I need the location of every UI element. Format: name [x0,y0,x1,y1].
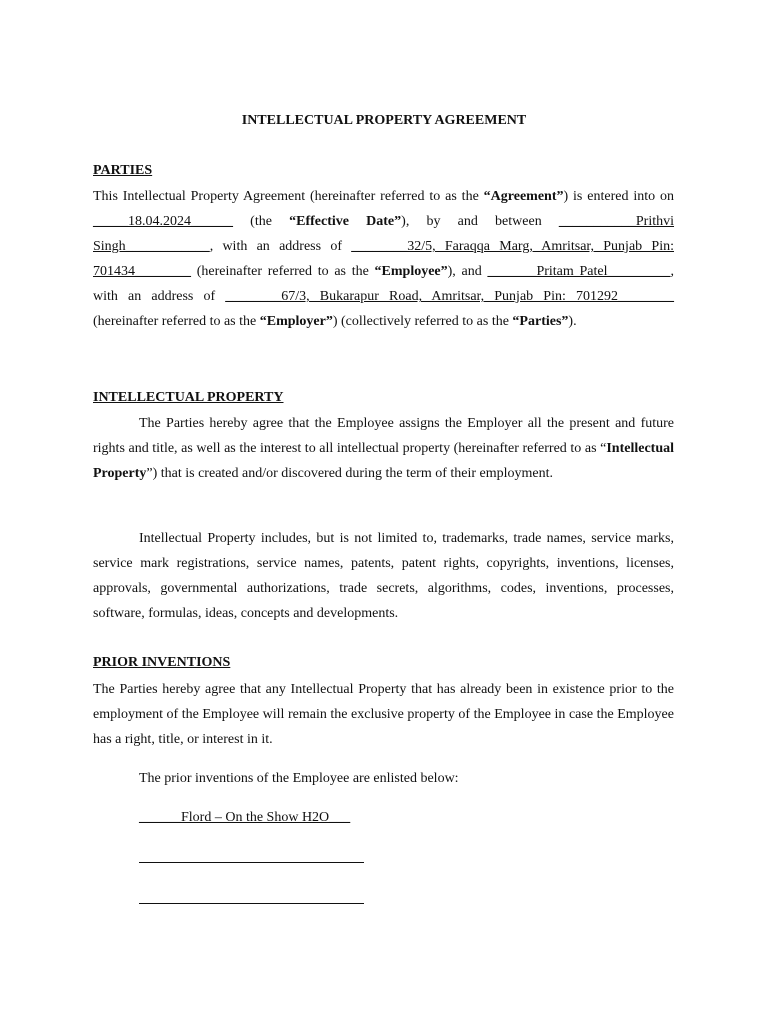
effective-date-value: _____18.04.2024______ [93,214,233,230]
section-heading-parties: PARTIES [93,163,153,178]
parties-text: , with an address of [209,239,352,255]
employer-name-value: _______Pritam Patel_________ [487,264,671,280]
employee-address-value: ________32/5, Faraqqa Marg, Amritsar, Punjab Pin: 701434________ [93,239,674,280]
term-parties: “Parties” [512,314,569,330]
prior-inventions-intro: The prior inventions of the Employee are enlisted below: [139,771,459,786]
parties-text: ), and [447,264,488,280]
prior-invention-blank-line-3 [139,903,364,904]
parties-text: (the [233,214,290,230]
ip-text: ”) that is created and/or discovered during the term of their employment. [146,466,554,482]
prior-invention-blank-line-2 [139,862,364,863]
ip-text: The Parties hereby agree that the Employee assigns the Employer all the present and future rights and title, as well as the interest to all intellectual property (hereinafter referred to as “ [93,416,674,457]
parties-text: ) (collectively referred to as the [332,314,513,330]
parties-text: , with an address of [93,264,674,305]
prior-inventions-paragraph: The Parties hereby agree that any Intellectual Property that has already been in existence prior to the employment of the Employee will remain the exclusive property of the Employee in case the Employee has a right, title, or interest in it. [93,682,674,748]
section-heading-intellectual-property: INTELLECTUAL PROPERTY [93,390,284,405]
parties-text: (hereinafter referred to as the [191,264,375,280]
parties-text: This Intellectual Property Agreement (hereinafter referred to as the [93,189,484,204]
term-employee: “Employee” [374,264,448,280]
employee-name-value: ___________Prithvi Singh____________ [93,214,675,255]
parties-text: (hereinafter referred to as the [93,314,260,330]
employer-address-value: ________67/3, Bukarapur Road, Amritsar, Punjab Pin: 701292________ [225,289,674,305]
document-title: INTELLECTUAL PROPERTY AGREEMENT [241,113,527,128]
prior-invention-item-1: ______Flord – On the Show H2O___ [139,810,351,825]
term-employer: “Employer” [259,314,333,330]
term-agreement: “Agreement” [483,189,564,204]
term-intellectual-property: Intellectual Property [93,441,674,482]
parties-paragraph [93,184,674,335]
section-heading-prior-inventions: PRIOR INVENTIONS [93,655,231,670]
term-effective-date: “Effective Date” [289,214,402,230]
parties-text: ), by and between [401,214,559,230]
ip-paragraph-1 [93,411,674,486]
ip-paragraph-2: Intellectual Property includes, but is not limited to, trademarks, trade names, service marks, service mark registrations, service names, patents, patent rights, copyrights, inventions, licenses, approvals, governmental authorizations, trade secrets, algorithms, codes, inventions, processes, software, formulas, ideas, concepts and developments. [93,531,674,622]
parties-text: ). [568,314,577,330]
parties-text: ) is entered into on [563,189,675,204]
